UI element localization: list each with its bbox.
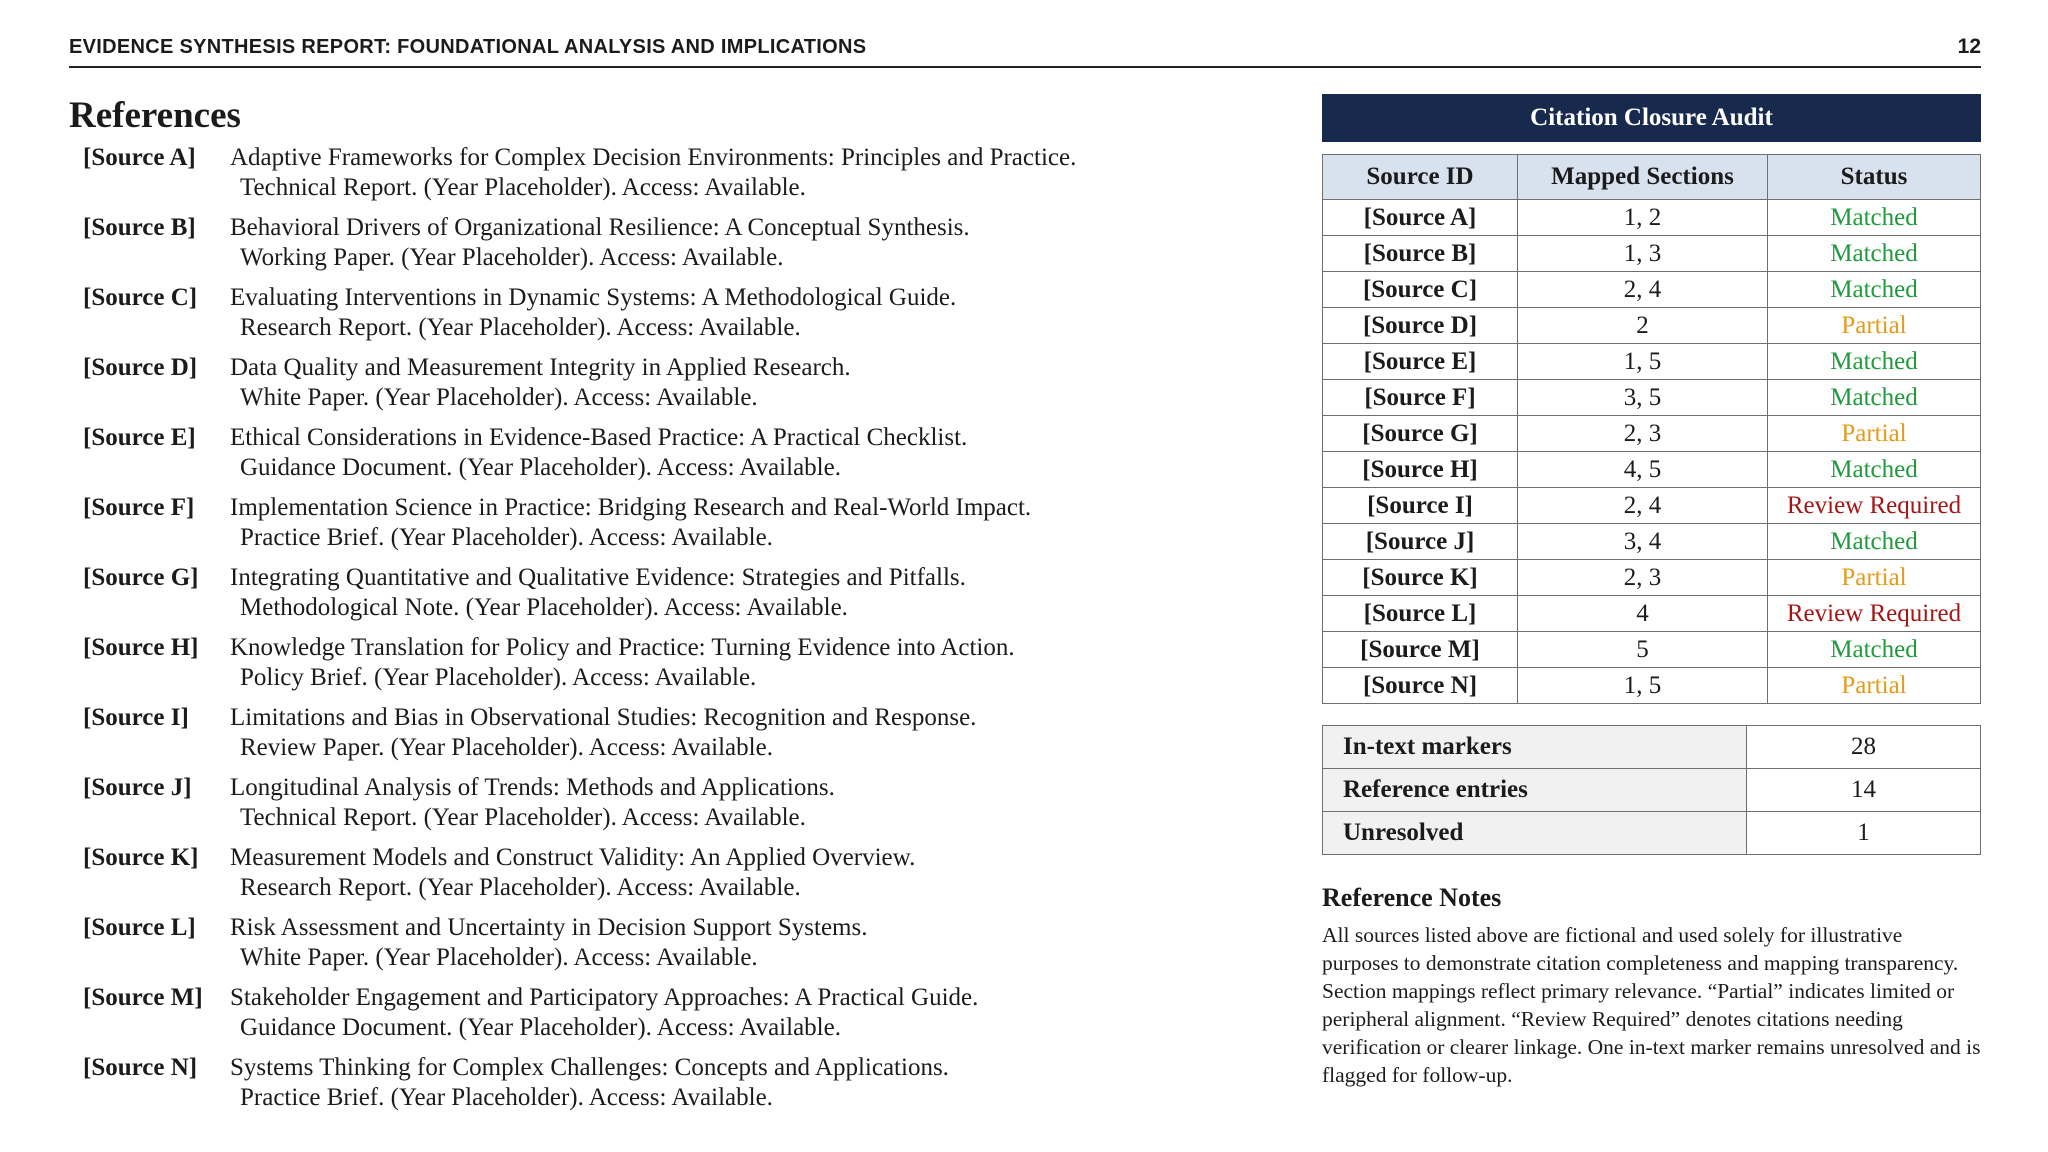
audit-header-row	[1323, 155, 1981, 200]
reference-details-line: Working Paper. (Year Placeholder). Access: Available.	[240, 244, 784, 271]
reference-title-line: Stakeholder Engagement and Participatory Approaches: A Practical Guide.	[230, 984, 979, 1011]
reference-key: [Source M]	[83, 984, 203, 1011]
reference-title-line: Knowledge Translation for Policy and Practice: Turning Evidence into Action.	[230, 634, 1015, 661]
status-cell: Matched	[1768, 272, 1981, 308]
audit-row	[1323, 200, 1981, 236]
reference-title-line: Data Quality and Measurement Integrity in Applied Research.	[230, 354, 851, 381]
source-id-cell: [Source D]	[1323, 308, 1518, 344]
summary-row	[1323, 769, 1981, 812]
reference-key: [Source E]	[83, 424, 196, 451]
summary-table	[1322, 725, 1981, 855]
reference-entry	[69, 143, 1299, 203]
mapped-sections-cell: 1, 5	[1518, 344, 1768, 380]
reference-body	[230, 493, 1299, 553]
summary-row	[1323, 726, 1981, 769]
reference-body	[230, 353, 1299, 413]
reference-details-line: Practice Brief. (Year Placeholder). Access: Available.	[240, 1084, 773, 1111]
column-header-source-id: Source ID	[1323, 155, 1518, 200]
source-id-cell: [Source G]	[1323, 416, 1518, 452]
summary-value: 28	[1747, 726, 1981, 769]
reference-details-line: Research Report. (Year Placeholder). Access: Available.	[240, 874, 801, 901]
reference-key: [Source I]	[83, 704, 189, 731]
summary-label: In-text markers	[1323, 726, 1747, 769]
source-id-cell: [Source E]	[1323, 344, 1518, 380]
source-id-cell: [Source J]	[1323, 524, 1518, 560]
reference-title-line: Implementation Science in Practice: Bridging Research and Real-World Impact.	[230, 494, 1032, 521]
source-id-cell: [Source H]	[1323, 452, 1518, 488]
reference-title-line: Evaluating Interventions in Dynamic Systems: A Methodological Guide.	[230, 284, 957, 311]
reference-body	[230, 633, 1299, 693]
reference-entry	[69, 843, 1299, 903]
reference-body	[230, 143, 1299, 203]
reference-body	[230, 983, 1299, 1043]
mapped-sections-cell: 2, 4	[1518, 488, 1768, 524]
reference-body	[230, 283, 1299, 343]
source-id-cell: [Source A]	[1323, 200, 1518, 236]
status-cell: Matched	[1768, 380, 1981, 416]
source-id-cell: [Source M]	[1323, 632, 1518, 668]
reference-title-line: Behavioral Drivers of Organizational Resilience: A Conceptual Synthesis.	[230, 214, 970, 241]
reference-title-line: Longitudinal Analysis of Trends: Methods and Applications.	[230, 774, 835, 801]
status-cell: Partial	[1768, 668, 1981, 704]
reference-entry	[69, 773, 1299, 833]
mapped-sections-cell: 3, 5	[1518, 380, 1768, 416]
reference-entry	[69, 283, 1299, 343]
summary-label: Unresolved	[1323, 812, 1747, 855]
reference-body	[230, 563, 1299, 623]
audit-row	[1323, 560, 1981, 596]
reference-details-line: Technical Report. (Year Placeholder). Access: Available.	[240, 804, 806, 831]
reference-details-line: White Paper. (Year Placeholder). Access: Available.	[240, 384, 758, 411]
reference-details-line: Methodological Note. (Year Placeholder). Access: Available.	[240, 594, 848, 621]
audit-row	[1323, 488, 1981, 524]
audit-row	[1323, 380, 1981, 416]
status-cell: Review Required	[1768, 596, 1981, 632]
page-number: 12	[1957, 35, 1981, 58]
status-cell: Partial	[1768, 308, 1981, 344]
status-cell: Partial	[1768, 560, 1981, 596]
reference-title-line: Measurement Models and Construct Validity: An Applied Overview.	[230, 844, 916, 871]
reference-details-line: Practice Brief. (Year Placeholder). Access: Available.	[240, 524, 773, 551]
reference-key: [Source H]	[83, 634, 199, 661]
column-header-mapped-sections: Mapped Sections	[1518, 155, 1768, 200]
status-cell: Partial	[1768, 416, 1981, 452]
references-section	[69, 94, 1299, 1123]
reference-entry	[69, 633, 1299, 693]
status-cell: Matched	[1768, 200, 1981, 236]
reference-details-line: Guidance Document. (Year Placeholder). Access: Available.	[240, 1014, 841, 1041]
audit-row	[1323, 596, 1981, 632]
notes-title: Reference Notes	[1322, 883, 1502, 912]
notes-text: All sources listed above are fictional and used solely for illustrative purposes to demonstrate citation completeness and mapping transparency. Section mappings reflect primary relevance. “Partial” indicates limited or peripheral alignment. “Review Required” denotes citations needing verification or clearer linkage. One in-text marker remains unresolved and is flagged for follow-up.	[1322, 923, 1981, 1087]
page-header	[69, 28, 1981, 68]
audit-row	[1323, 416, 1981, 452]
status-cell: Matched	[1768, 632, 1981, 668]
reference-key: [Source N]	[83, 1054, 198, 1081]
reference-entry	[69, 493, 1299, 553]
reference-entry	[69, 913, 1299, 973]
summary-value: 1	[1747, 812, 1981, 855]
reference-key: [Source A]	[83, 144, 196, 171]
source-id-cell: [Source B]	[1323, 236, 1518, 272]
mapped-sections-cell: 2	[1518, 308, 1768, 344]
reference-key: [Source K]	[83, 844, 199, 871]
reference-details-line: Guidance Document. (Year Placeholder). Access: Available.	[240, 454, 841, 481]
reference-body	[230, 773, 1299, 833]
column-header-status: Status	[1768, 155, 1981, 200]
summary-label: Reference entries	[1323, 769, 1747, 812]
reference-entry	[69, 1053, 1299, 1113]
status-cell: Review Required	[1768, 488, 1981, 524]
reference-entry	[69, 983, 1299, 1043]
audit-row	[1323, 524, 1981, 560]
mapped-sections-cell: 2, 3	[1518, 560, 1768, 596]
reference-key: [Source L]	[83, 914, 196, 941]
audit-row	[1323, 272, 1981, 308]
status-cell: Matched	[1768, 344, 1981, 380]
audit-title: Citation Closure Audit	[1322, 94, 1981, 142]
source-id-cell: [Source N]	[1323, 668, 1518, 704]
reference-title-line: Risk Assessment and Uncertainty in Decision Support Systems.	[230, 914, 868, 941]
reference-body	[230, 843, 1299, 903]
reference-key: [Source B]	[83, 214, 196, 241]
source-id-cell: [Source K]	[1323, 560, 1518, 596]
audit-table	[1322, 154, 1981, 704]
reference-details-line: Review Paper. (Year Placeholder). Access: Available.	[240, 734, 773, 761]
reference-title-line: Limitations and Bias in Observational Studies: Recognition and Response.	[230, 704, 977, 731]
reference-title-line: Systems Thinking for Complex Challenges: Concepts and Applications.	[230, 1054, 949, 1081]
references-list	[69, 143, 1299, 1113]
source-id-cell: [Source L]	[1323, 596, 1518, 632]
references-title: References	[69, 95, 241, 136]
reference-key: [Source G]	[83, 564, 199, 591]
mapped-sections-cell: 3, 4	[1518, 524, 1768, 560]
audit-row	[1323, 236, 1981, 272]
mapped-sections-cell: 2, 3	[1518, 416, 1768, 452]
source-id-cell: [Source I]	[1323, 488, 1518, 524]
mapped-sections-cell: 2, 4	[1518, 272, 1768, 308]
source-id-cell: [Source F]	[1323, 380, 1518, 416]
audit-row	[1323, 308, 1981, 344]
reference-title-line: Adaptive Frameworks for Complex Decision Environments: Principles and Practice.	[230, 144, 1077, 171]
reference-key: [Source J]	[83, 774, 192, 801]
mapped-sections-cell: 1, 3	[1518, 236, 1768, 272]
summary-value: 14	[1747, 769, 1981, 812]
reference-body	[230, 913, 1299, 973]
mapped-sections-cell: 4	[1518, 596, 1768, 632]
source-id-cell: [Source C]	[1323, 272, 1518, 308]
mapped-sections-cell: 1, 2	[1518, 200, 1768, 236]
audit-table-body	[1323, 200, 1981, 704]
audit-row	[1323, 632, 1981, 668]
reference-key: [Source C]	[83, 284, 198, 311]
reference-body	[230, 423, 1299, 483]
audit-row	[1323, 344, 1981, 380]
audit-panel	[1322, 94, 1981, 1089]
audit-row	[1323, 452, 1981, 488]
reference-body	[230, 1053, 1299, 1113]
status-cell: Matched	[1768, 452, 1981, 488]
reference-key: [Source F]	[83, 494, 195, 521]
reference-body	[230, 703, 1299, 763]
reference-entry	[69, 213, 1299, 273]
reference-entry	[69, 703, 1299, 763]
running-title: EVIDENCE SYNTHESIS REPORT: FOUNDATIONAL ANALYSIS AND IMPLICATIONS	[69, 35, 867, 58]
reference-body	[230, 213, 1299, 273]
reference-title-line: Ethical Considerations in Evidence-Based Practice: A Practical Checklist.	[230, 424, 968, 451]
mapped-sections-cell: 4, 5	[1518, 452, 1768, 488]
reference-entry	[69, 563, 1299, 623]
mapped-sections-cell: 5	[1518, 632, 1768, 668]
summary-row	[1323, 812, 1981, 855]
reference-entry	[69, 353, 1299, 413]
reference-details-line: Policy Brief. (Year Placeholder). Access: Available.	[240, 664, 757, 691]
reference-details-line: White Paper. (Year Placeholder). Access: Available.	[240, 944, 758, 971]
mapped-sections-cell: 1, 5	[1518, 668, 1768, 704]
audit-row	[1323, 668, 1981, 704]
status-cell: Matched	[1768, 236, 1981, 272]
reference-details-line: Technical Report. (Year Placeholder). Access: Available.	[240, 174, 806, 201]
reference-entry	[69, 423, 1299, 483]
reference-key: [Source D]	[83, 354, 198, 381]
status-cell: Matched	[1768, 524, 1981, 560]
reference-title-line: Integrating Quantitative and Qualitative Evidence: Strategies and Pitfalls.	[230, 564, 966, 591]
reference-details-line: Research Report. (Year Placeholder). Access: Available.	[240, 314, 801, 341]
